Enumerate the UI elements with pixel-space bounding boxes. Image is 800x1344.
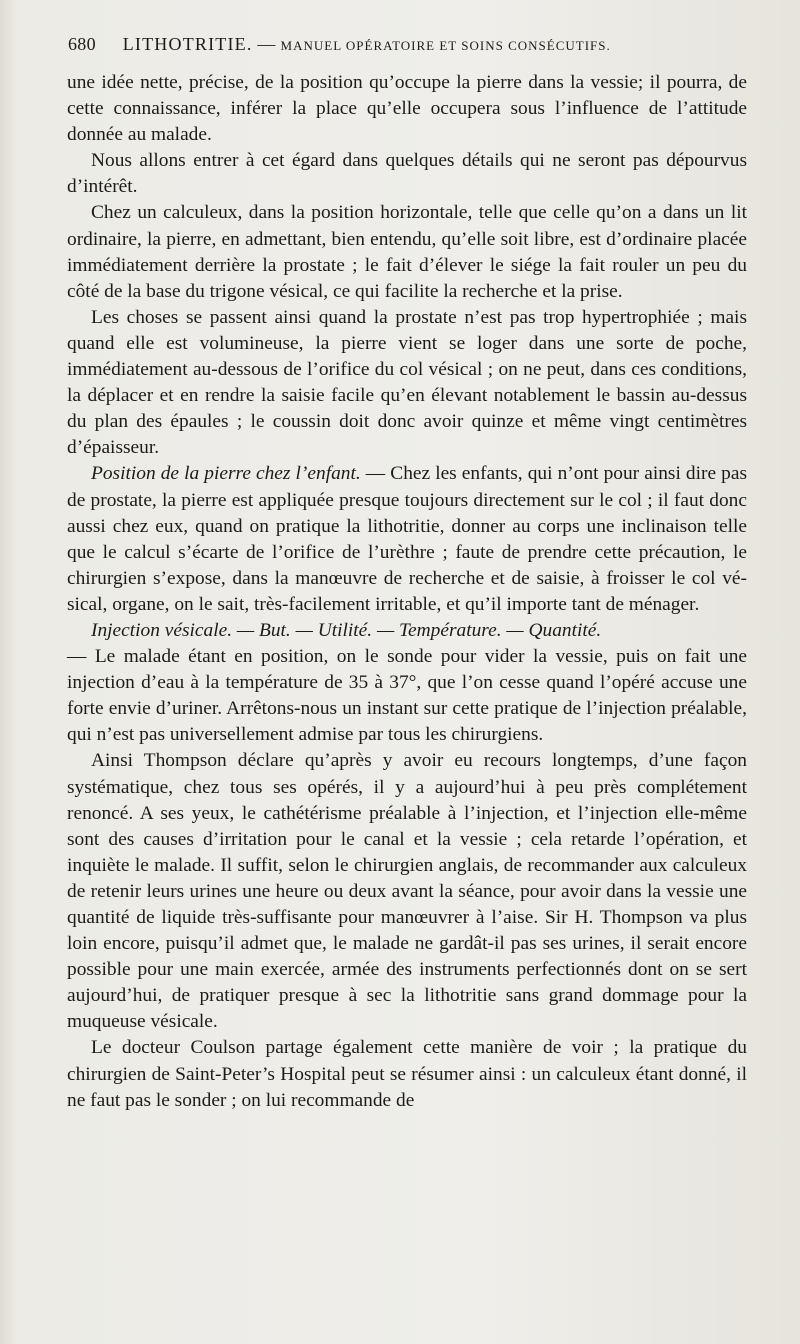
paragraph-enfant <box>67 461 747 618</box>
running-title: LITHOTRITIE. <box>122 34 253 54</box>
paragraph: Chez un calculeux, dans la position horizontale, telle que celle qu’on a dans un lit ordinaire, la pierre, en admettant, bien entendu, qu’elle soit libre, est d’ordinaire placée immédiatement derrière la prostate ; le fait d’élever le siége la fait rouler un peu du côté de la base du trigone vésical, ce qui facilite la recherche et la prise. <box>67 202 747 302</box>
running-header <box>68 34 748 55</box>
page-number: 680 <box>68 34 96 54</box>
section-title: MANUEL OPÉRATOIRE ET SOINS CONSÉCUTIFS. <box>280 38 611 53</box>
paragraph-continued: une idée nette, précise, de la position qu’occupe la pierre dans la vessie; il pourra, de cette connaissance, inférer la place qu’elle occupera sous l’influence de l’attitude donnée au malade. <box>67 72 747 146</box>
subsection-heading-enfant: Position de la pierre chez l’enfant. <box>91 463 361 485</box>
paragraph: Les choses se passent ainsi quand la prostate n’est pas trop hypertrophiée ; mais quand elle est volumineuse, la pierre vient se loger dans une sorte de poche, immédiatement au-dessous de l’orifice du col vésical ; on ne peut, dans ces conditions, la déplacer et en rendre la saisie facile qu’en élevant notablement le bassin au-dessus du plan des épaules ; le coussin doit donc avoir quinze et même vingt centimètres d’épaisseur. <box>67 306 747 459</box>
subsection-heading-injection: Injection vésicale. — But. — Utilité. — Température. — Quantité. <box>91 619 602 641</box>
body-text <box>67 70 747 1114</box>
paragraph-enfant-text: — Chez les enfants, qui n’ont pour ainsi dire pas de prostate, la pierre est appliquée presque toujours directement sur le col ; il faut donc aussi chez eux, quand on pratique la lithotritie, donner au corps une inclinaison telle que le calcul s’écarte de l’orifice de l’urèthre ; faute de prendre cette précaution, le chirurgien s’expose, dans la manœuvre de recherche et de saisie, à froisser le col vésical, organe, on le sait, très-facilement irritable, et qu’il importe tant de ménager. <box>67 463 748 615</box>
paragraph: Le docteur Coulson partage également cette manière de voir ; la pratique du chirurgien de Saint-Peter’s Hospital peut se résumer ainsi : un calculeux étant donné, il ne faut pas le sonder ; on lui recommande de <box>67 1037 747 1111</box>
header-separator: — <box>257 34 276 54</box>
paragraph: Ainsi Thompson déclare qu’après y avoir eu recours longtemps, d’une façon systématique, chez tous ses opérés, il y a aujourd’hui à peu près complétement renoncé. A ses yeux, le cathétérisme préalable à l’injection, et l’injection elle-même sont des causes d’irritation pour le canal et la vessie ; cela retarde l’opération, et inquiète le malade. Il suffit, selon le chirurgien anglais, de recommander aux calculeux de retenir leurs urines une heure ou deux avant la séance, pour avoir dans la vessie une quantité de liquide très-suffisante pour manœuvrer à l’aise. Sir H. Thompson va plus loin encore, puisqu’il admet que, le malade ne gardât-il pas ses urines, il serait encore possible pour une main exercée, armée des instruments perfectionnés dont on se sert aujourd’hui, de pratiquer presque à sec la lithotritie sans grand dommage pour la muqueuse vésicale. <box>67 750 747 1033</box>
paragraph: Nous allons entrer à cet égard dans quelques détails qui ne seront pas dépourvus d’intérêt. <box>67 150 747 198</box>
paragraph-injection-text: — Le malade étant en position, on le sonde pour vider la vessie, puis on fait une injection d’eau à la température de 35 à 37°, que l’on cesse quand l’opéré accuse une forte envie d’uriner. Arrêtons-nous un instant sur cette pratique de l’injection préalable, qui n’est pas universellement admise par tous les chirurgiens. <box>67 646 747 746</box>
